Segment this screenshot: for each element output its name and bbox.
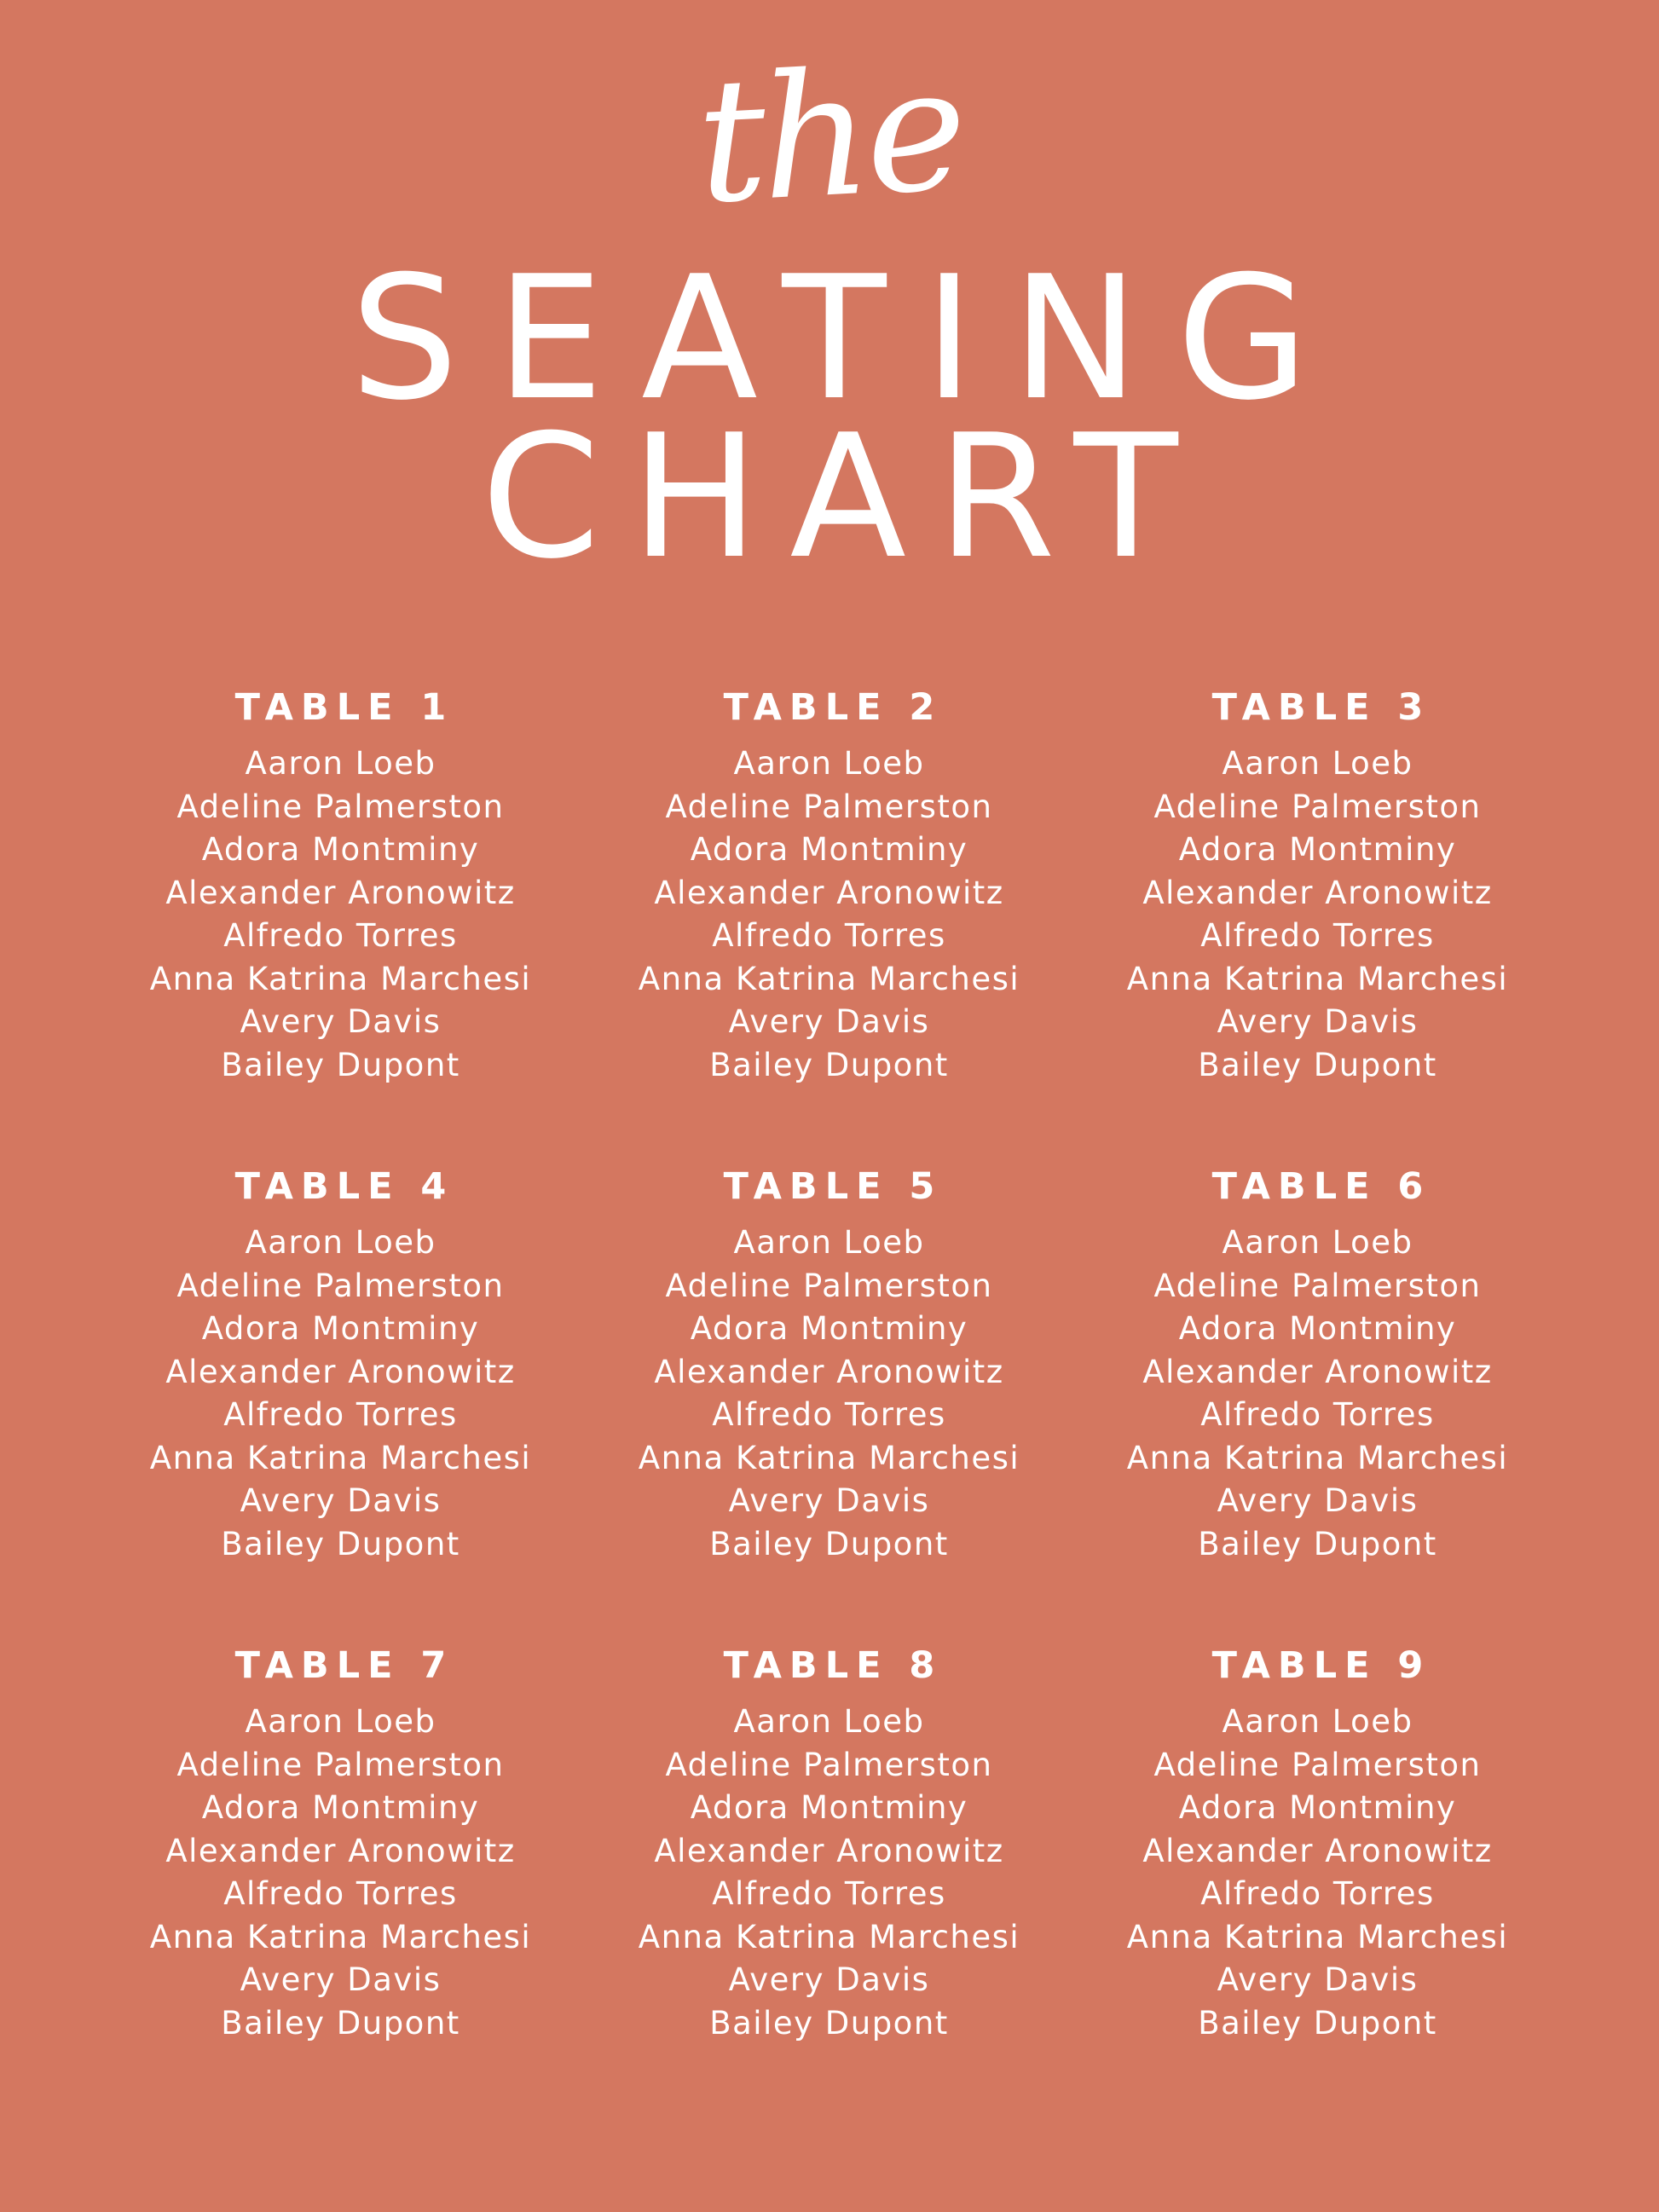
guest-list (585, 1222, 1073, 1566)
guest-name: Adora Montminy (690, 1789, 968, 1826)
table-heading: TABLE 9 (1211, 1644, 1431, 1687)
guest-name: Aaron Loeb (245, 1224, 436, 1261)
guest-name: Anna Katrina Marchesi (1126, 960, 1509, 997)
guest-name: Aaron Loeb (733, 1703, 925, 1740)
guest-list (1073, 1222, 1562, 1566)
title-script-word: the (692, 30, 967, 242)
guest-name: Alexander Aronowitz (654, 874, 1004, 911)
guest-name: Avery Davis (728, 1482, 930, 1519)
guest-name: Aaron Loeb (733, 745, 925, 782)
guest-name: Adora Montminy (690, 831, 968, 868)
guest-name: Bailey Dupont (221, 1046, 460, 1083)
guest-name: Avery Davis (1217, 1003, 1419, 1040)
guest-name: Bailey Dupont (221, 2004, 460, 2042)
table-heading: TABLE 3 (1211, 686, 1431, 729)
guest-name: Avery Davis (240, 1482, 442, 1519)
guest-name: Anna Katrina Marchesi (1126, 1439, 1509, 1476)
guest-name: Aaron Loeb (1222, 745, 1413, 782)
guest-name: Adora Montminy (1178, 831, 1457, 868)
guest-name: Adora Montminy (201, 1310, 480, 1347)
table-heading: TABLE 4 (234, 1165, 454, 1208)
guest-name: Avery Davis (1217, 1961, 1419, 1998)
guest-name: Aaron Loeb (733, 1224, 925, 1261)
guest-name: Alfredo Torres (223, 917, 458, 954)
table-block (1073, 1148, 1562, 1627)
guest-name: Aaron Loeb (1222, 1703, 1413, 1740)
guest-name: Alexander Aronowitz (1142, 1832, 1493, 1869)
guest-name: Anna Katrina Marchesi (638, 1439, 1020, 1476)
guest-name: Alexander Aronowitz (165, 1832, 516, 1869)
guest-name: Adeline Palmerston (176, 1267, 505, 1304)
guest-name: Alfredo Torres (1200, 1875, 1435, 1912)
guest-name: Anna Katrina Marchesi (149, 1918, 532, 1955)
guest-name: Anna Katrina Marchesi (1126, 1918, 1509, 1955)
guest-name: Alexander Aronowitz (654, 1832, 1004, 1869)
guest-name: Adeline Palmerston (1153, 1746, 1482, 1783)
guest-name: Alfredo Torres (1200, 1396, 1435, 1433)
guest-name: Alfredo Torres (1200, 917, 1435, 954)
guest-name: Alexander Aronowitz (165, 1353, 516, 1390)
title-line-chart: CHART (481, 398, 1209, 597)
guest-name: Bailey Dupont (221, 1525, 460, 1562)
table-heading: TABLE 8 (723, 1644, 943, 1687)
guest-name: Avery Davis (240, 1003, 442, 1040)
guest-name: Adora Montminy (201, 1789, 480, 1826)
guest-name: Adeline Palmerston (665, 1267, 993, 1304)
guest-name: Alexander Aronowitz (1142, 1353, 1493, 1390)
guest-name: Bailey Dupont (1198, 2004, 1437, 2042)
table-block (96, 669, 585, 1148)
guest-name: Alexander Aronowitz (654, 1353, 1004, 1390)
table-heading: TABLE 5 (723, 1165, 943, 1208)
guest-name: Alfredo Torres (223, 1396, 458, 1433)
table-heading: TABLE 6 (1211, 1165, 1431, 1208)
table-heading: TABLE 7 (234, 1644, 454, 1687)
guest-name: Adeline Palmerston (665, 1746, 993, 1783)
guest-name: Adeline Palmerston (665, 788, 993, 825)
guest-name: Bailey Dupont (709, 1046, 949, 1083)
guest-name: Adora Montminy (690, 1310, 968, 1347)
guest-name: Aaron Loeb (245, 745, 436, 782)
guest-name: Anna Katrina Marchesi (638, 1918, 1020, 1955)
guest-name: Adeline Palmerston (1153, 788, 1482, 825)
guest-name: Alexander Aronowitz (1142, 874, 1493, 911)
tables-grid (0, 669, 1659, 2106)
guest-name: Bailey Dupont (1198, 1046, 1437, 1083)
page-title (0, 0, 1659, 597)
guest-name: Alfredo Torres (712, 1875, 946, 1912)
guest-name: Avery Davis (728, 1003, 930, 1040)
table-block (1073, 669, 1562, 1148)
guest-name: Alfredo Torres (712, 917, 946, 954)
guest-name: Anna Katrina Marchesi (149, 960, 532, 997)
table-heading: TABLE 2 (723, 686, 943, 729)
table-block (585, 1627, 1073, 2106)
guest-name: Alexander Aronowitz (165, 874, 516, 911)
guest-name: Bailey Dupont (709, 2004, 949, 2042)
title-line-seating: SEATING (350, 240, 1347, 438)
guest-name: Alfredo Torres (712, 1396, 946, 1433)
table-block (585, 669, 1073, 1148)
guest-list (96, 742, 585, 1087)
table-heading: TABLE 1 (234, 686, 454, 729)
guest-name: Bailey Dupont (709, 1525, 949, 1562)
table-block (96, 1627, 585, 2106)
guest-name: Aaron Loeb (1222, 1224, 1413, 1261)
guest-name: Adeline Palmerston (1153, 1267, 1482, 1304)
guest-name: Avery Davis (728, 1961, 930, 1998)
guest-list (585, 1701, 1073, 2045)
guest-name: Aaron Loeb (245, 1703, 436, 1740)
table-block (585, 1148, 1073, 1627)
guest-list (96, 1222, 585, 1566)
guest-name: Adeline Palmerston (176, 1746, 505, 1783)
guest-name: Adora Montminy (201, 831, 480, 868)
guest-list (1073, 1701, 1562, 2045)
guest-list (96, 1701, 585, 2045)
table-block (96, 1148, 585, 1627)
guest-name: Adeline Palmerston (176, 788, 505, 825)
table-block (1073, 1627, 1562, 2106)
guest-name: Anna Katrina Marchesi (149, 1439, 532, 1476)
guest-list (1073, 742, 1562, 1087)
guest-name: Avery Davis (240, 1961, 442, 1998)
guest-name: Bailey Dupont (1198, 1525, 1437, 1562)
guest-list (585, 742, 1073, 1087)
guest-name: Adora Montminy (1178, 1789, 1457, 1826)
guest-name: Avery Davis (1217, 1482, 1419, 1519)
guest-name: Adora Montminy (1178, 1310, 1457, 1347)
guest-name: Alfredo Torres (223, 1875, 458, 1912)
guest-name: Anna Katrina Marchesi (638, 960, 1020, 997)
